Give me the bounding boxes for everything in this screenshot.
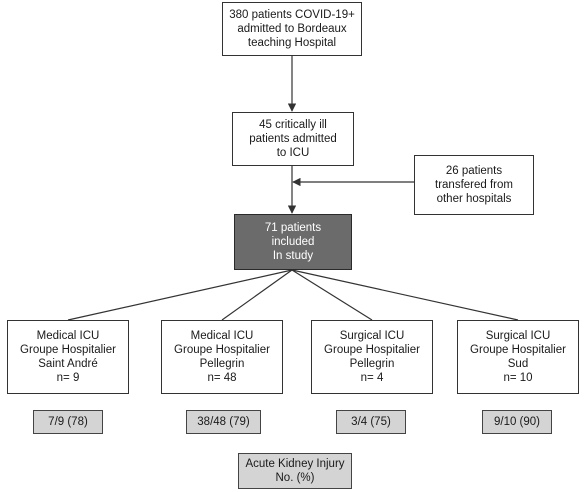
icu-2-line-2: Groupe Hospitalier (174, 344, 270, 356)
icu-1-line-1: Medical ICU (36, 330, 100, 342)
aki-4-value: 9/10 (90) (493, 416, 541, 428)
critical-line-1: 45 critically ill (259, 119, 327, 131)
icu-3-line-1: Surgical ICU (339, 330, 405, 342)
included-line-1: 71 patients (264, 222, 322, 234)
icu-1-line-3: Saint André (38, 358, 98, 370)
critical-line-3: to ICU (276, 147, 310, 159)
aki-result-icu-3 (336, 410, 406, 434)
admitted-line-1: 380 patients COVID-19+ (229, 9, 355, 21)
admitted-patients-box (222, 2, 362, 56)
icu-4-line-3: Sud (507, 358, 529, 370)
included-line-2: included (271, 236, 315, 248)
icu-2-line-1: Medical ICU (190, 330, 254, 342)
critically-ill-box (232, 112, 354, 166)
icu-3-line-3: Pellegrin (349, 358, 395, 370)
icu-4-line-1: Surgical ICU (485, 330, 551, 342)
icu-box-medical-saint-andre (7, 320, 129, 394)
transfer-line-2: transfered from (435, 179, 513, 191)
admitted-line-3: teaching Hospital (247, 37, 337, 49)
icu-3-count: n= 4 (360, 372, 384, 384)
icu-box-medical-pellegrin (161, 320, 283, 394)
icu-box-surgical-pellegrin (311, 320, 433, 394)
branch-line-icu-1 (68, 270, 292, 320)
aki-result-icu-4 (482, 410, 552, 434)
icu-4-count: n= 10 (503, 372, 533, 384)
aki-3-value: 3/4 (75) (351, 416, 391, 428)
icu-2-count: n= 48 (207, 372, 237, 384)
aki-result-icu-1 (33, 410, 103, 434)
included-line-3: In study (272, 250, 314, 262)
aki-2-value: 38/48 (79) (197, 416, 250, 428)
transferred-patients-box (414, 155, 534, 215)
legend-line-2: No. (%) (275, 472, 315, 484)
icu-4-line-2: Groupe Hospitalier (470, 344, 566, 356)
icu-1-count: n= 9 (56, 372, 80, 384)
critical-line-2: patients admitted (249, 133, 337, 145)
icu-1-line-2: Groupe Hospitalier (20, 344, 116, 356)
branch-line-icu-4 (292, 270, 518, 320)
admitted-line-2: admitted to Bordeaux (237, 23, 347, 35)
icu-box-surgical-sud (457, 320, 579, 394)
icu-3-line-2: Groupe Hospitalier (324, 344, 420, 356)
included-patients-box (234, 214, 352, 270)
branch-line-icu-3 (292, 270, 372, 320)
legend-line-1: Acute Kidney Injury (245, 458, 345, 470)
aki-1-value: 7/9 (78) (48, 416, 88, 428)
aki-result-icu-2 (186, 410, 261, 434)
transfer-line-1: 26 patients (445, 165, 503, 177)
icu-2-line-3: Pellegrin (199, 358, 245, 370)
transfer-line-3: other hospitals (436, 193, 512, 205)
aki-legend-box (238, 453, 352, 489)
